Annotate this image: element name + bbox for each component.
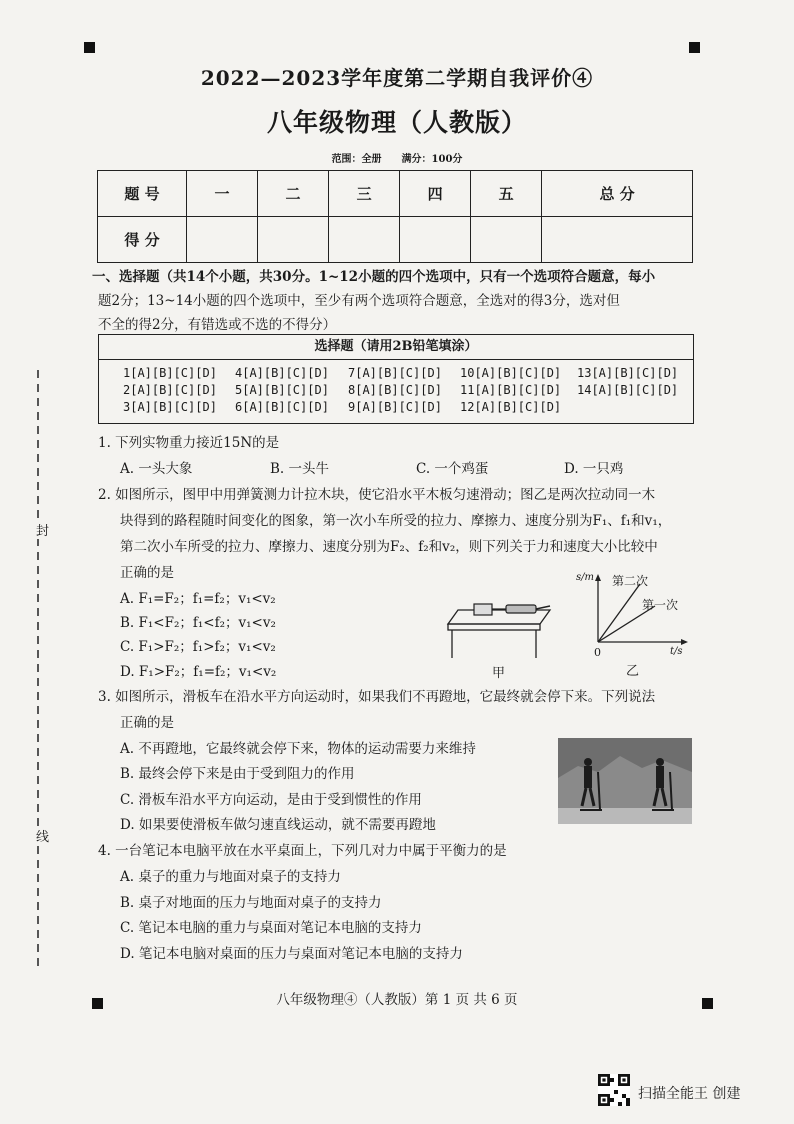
answer-col-5 — [577, 365, 678, 399]
figure-jia-label: 甲 — [492, 666, 506, 681]
q2-line: 2. 如图所示，图甲中用弹簧测力计拉木块，使它沿水平木板匀速滑动；图乙是两次拉动同一木 — [98, 487, 656, 503]
score-input-cell[interactable] — [400, 217, 471, 263]
score-table — [97, 170, 693, 263]
answer-col-2 — [235, 365, 329, 416]
q2-line: 第二次小车所受的拉力、摩擦力、速度分别为F₂、f₂和v₂，则下列关于力和速度大小比较中 — [120, 539, 658, 555]
q4-option-d[interactable]: D. 笔记本电脑对桌面的压力与桌面对笔记本电脑的支持力 — [120, 946, 463, 962]
axis-y-label: s/m — [576, 572, 594, 583]
scooter-photo — [558, 738, 692, 824]
score-cell: 二 — [258, 171, 329, 217]
q2-line: 正确的是 — [120, 565, 174, 581]
q2-option-a[interactable]: A. F₁=F₂；f₁=f₂；v₁<v₂ — [120, 591, 276, 607]
axis-origin-label: 0 — [594, 646, 601, 659]
answer-bubble-row[interactable]: 7[A][B][C][D] — [348, 366, 442, 380]
answer-bubble-row[interactable]: 11[A][B][C][D] — [460, 383, 562, 397]
answer-bubble-row[interactable]: 5[A][B][C][D] — [235, 383, 329, 397]
registration-mark-tl — [84, 42, 95, 53]
answer-bubble-row[interactable]: 8[A][B][C][D] — [348, 383, 442, 397]
registration-mark-tr — [689, 42, 700, 53]
score-input-cell[interactable] — [542, 217, 693, 263]
scanner-watermark: 扫描全能王 创建 — [638, 1086, 741, 1102]
score-cell: 五 — [471, 171, 542, 217]
answer-col-3 — [348, 365, 442, 416]
score-cell: 总 分 — [542, 171, 693, 217]
figure-yi-label: 乙 — [626, 664, 640, 679]
answer-bubble-row[interactable]: 4[A][B][C][D] — [235, 366, 329, 380]
q1-option-a[interactable]: A. 一头大象 — [120, 461, 193, 477]
q3-line: 正确的是 — [120, 715, 174, 731]
line-label-second: 第二次 — [612, 574, 649, 588]
q3-option-d[interactable]: D. 如果要使滑板车做匀速直线运动，就不需要再蹬地 — [120, 817, 436, 833]
margin-char-xian: 线 — [36, 826, 49, 845]
q3-option-b[interactable]: B. 最终会停下来是由于受到阻力的作用 — [120, 766, 355, 782]
q3-option-a[interactable]: A. 不再蹬地，它最终就会停下来，物体的运动需要力来维持 — [120, 741, 476, 757]
score-input-cell[interactable] — [187, 217, 258, 263]
answer-bubble-row[interactable]: 13[A][B][C][D] — [577, 366, 679, 380]
q2-option-c[interactable]: C. F₁>F₂；f₁>f₂；v₁<v₂ — [120, 639, 276, 655]
q3-option-c[interactable]: C. 滑板车沿水平方向运动，是由于受到惯性的作用 — [120, 792, 422, 808]
score-input-cell[interactable] — [258, 217, 329, 263]
q4-option-c[interactable]: C. 笔记本电脑的重力与桌面对笔记本电脑的支持力 — [120, 920, 422, 936]
q1-stem: 1. 下列实物重力接近15N的是 — [98, 435, 280, 451]
q2-option-d[interactable]: D. F₁>F₂；f₁=f₂；v₁<v₂ — [120, 664, 277, 680]
q1-option-b[interactable]: B. 一头牛 — [270, 461, 330, 477]
q1-option-d[interactable]: D. 一只鸡 — [564, 461, 624, 477]
q4-option-a[interactable]: A. 桌子的重力与地面对桌子的支持力 — [120, 869, 341, 885]
q2-line: 块得到的路程随时间变化的图象，第一次小车所受的拉力、摩擦力、速度分别为F₁、f₁和v₁， — [120, 513, 672, 529]
answer-bubble-row[interactable]: 12[A][B][C][D] — [460, 400, 562, 414]
score-table-score-row — [98, 217, 693, 263]
score-input-cell[interactable] — [329, 217, 400, 263]
q3-line: 3. 如图所示，滑板车在沿水平方向运动时，如果我们不再蹬地，它最终就会停下来。下列说法 — [98, 689, 656, 705]
page-footer: 八年级物理④（人教版）第 1 页 共 6 页 — [276, 992, 518, 1008]
answer-sheet-header: 选择题（请用2B铅笔填涂） — [99, 335, 693, 360]
score-input-cell[interactable] — [471, 217, 542, 263]
answer-bubble-row[interactable]: 6[A][B][C][D] — [235, 400, 329, 414]
answer-bubble-row[interactable]: 10[A][B][C][D] — [460, 366, 562, 380]
line-label-first: 第一次 — [642, 598, 679, 612]
score-table-header-row — [98, 171, 693, 217]
score-cell: 三 — [329, 171, 400, 217]
binding-dashed-line — [30, 370, 50, 970]
score-cell: 一 — [187, 171, 258, 217]
answer-bubble-row[interactable]: 1[A][B][C][D] — [123, 366, 217, 380]
exam-subtitle: 八年级物理（人教版） — [266, 108, 527, 137]
section1-instructions — [92, 265, 698, 337]
second-run-line — [598, 584, 640, 642]
exam-title: 2022—2023学年度第二学期自我评价④ — [200, 66, 594, 90]
axis-x-label: t/s — [670, 646, 683, 657]
exam-scope: 范围：全册 满分：100分 — [331, 154, 463, 165]
answer-bubble-row[interactable]: 9[A][B][C][D] — [348, 400, 442, 414]
qr-code-icon — [598, 1074, 630, 1106]
answer-sheet-box — [98, 334, 694, 424]
section1-line: 题2分；13~14小题的四个选项中，至少有两个选项符合题意，全选对的得3分，选对但 — [98, 293, 620, 309]
q4-stem: 4. 一台笔记本电脑平放在水平桌面上，下列几对力中属于平衡力的是 — [98, 843, 507, 859]
answer-bubble-row[interactable]: 14[A][B][C][D] — [577, 383, 679, 397]
figure-jia-spring-scale — [440, 590, 560, 660]
answer-col-4 — [460, 365, 561, 416]
q2-option-b[interactable]: B. F₁<F₂；f₁<f₂；v₁<v₂ — [120, 615, 276, 631]
q1-option-c[interactable]: C. 一个鸡蛋 — [416, 461, 489, 477]
margin-char-feng: 封 — [36, 520, 49, 539]
score-row-label: 得 分 — [98, 217, 187, 263]
section1-line: 不全的得2分，有错选或不选的不得分） — [98, 317, 337, 333]
answer-bubble-row[interactable]: 3[A][B][C][D] — [123, 400, 217, 414]
section1-line: 一、选择题（共14个小题，共30分。1~12小题的四个选项中，只有一个选项符合题意，每小 — [92, 269, 656, 285]
score-cell: 四 — [400, 171, 471, 217]
score-cell: 题 号 — [98, 171, 187, 217]
answer-bubble-row[interactable]: 2[A][B][C][D] — [123, 383, 217, 397]
q4-option-b[interactable]: B. 桌子对地面的压力与地面对桌子的支持力 — [120, 895, 382, 911]
answer-col-1 — [123, 365, 217, 416]
